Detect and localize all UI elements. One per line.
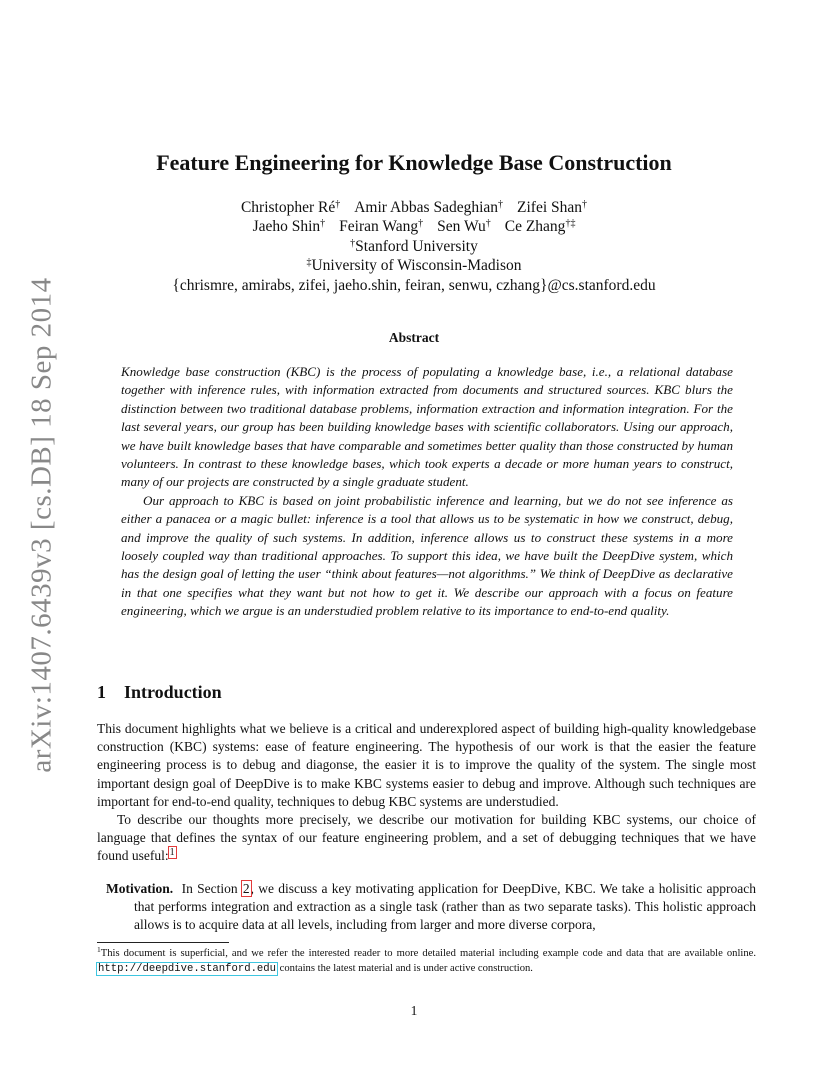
abstract-paragraph-2: Our approach to KBC is based on joint probabilistic inference and learning, but we do not see inference as either a panacea or a magic bullet: inference is a tool that allows us to be systematic in how we construct, debug, and improve the quality of such systems. In addition, inference allows us to construct these systems in a more loosely coupled way than traditional approaches. To support this idea, we have built the DeepDive system, which has the design goal of letting the user “think about features—not algorithms.” We think of DeepDive as declarative in that one specifies what they want but not how to get it. We describe our approach with a focus on feature engineering, which we argue is an understudied problem relative to its importance to end-to-end quality. <box>121 492 733 619</box>
footnote-link[interactable]: 1 <box>169 847 175 859</box>
footnote-divider <box>97 942 229 943</box>
author: Amir Abbas Sadeghian† <box>354 199 504 216</box>
abstract-paragraph-1: Knowledge base construction (KBC) is the process of populating a knowledge base, i.e., a relational database together with inference rules, with information extracted from documents and structured sources. KBC blurs the distinction between two traditional database problems, information extraction and information integration. For the last several years, our group has been building knowledge bases with scientific collaborators. Using our approach, we have built knowledge bases that have comparable and sometimes better quality than those constructed by human volunteers. In contrast to these knowledge bases, which took experts a decade or more human years to construct, many of our projects are constructed by a single graduate student. <box>121 364 733 490</box>
affiliation-wisconsin: ‡University of Wisconsin-Madison <box>306 257 522 275</box>
intro-paragraph-2: To describe our thoughts more precisely, we describe our motivation for building KBC systems, our choice of language that defines the syntax of our feature engineering problem, and a set of debugging techniques that we have found useful:$^1$ <box>97 812 756 864</box>
footnote: $^1$This document is superficial, and we refer the interested reader to more detailed material including example code and data that are available online. http://deepdive.stanford.edu contains the latest material and is under active construction. <box>97 945 756 975</box>
author: Sen Wu† <box>437 218 491 236</box>
paper-title: Feature Engineering for Knowledge Base Construction <box>156 150 672 175</box>
abstract-body <box>121 363 733 621</box>
author: Jaeho Shin† <box>252 218 326 236</box>
arxiv-identifier-stamp <box>20 277 64 773</box>
intro-paragraph-1: This document highlights what we believe is a critical and underexplored aspect of building high-quality knowledgebase construction (KBC) systems: ease of feature engineering. The hypothesis of our work is that the easier the feature engineering process is to debug and diagonse, the easier it is to improve the quality of the system. The single most important design goal of DeepDive is to make KBC systems easier to debug and improve. Although such techniques are important for end-to-end quality, techniques to debug KBC systems are understudied. <box>97 721 756 809</box>
arxiv-identifier: arXiv:1407.6439v3 [cs.DB] 18 Sep 2014 <box>25 277 58 773</box>
footnote-mark: 1 <box>97 945 101 954</box>
section-heading-introduction: 1 Introduction <box>97 682 222 702</box>
affiliation-stanford: †Stanford University <box>350 237 478 255</box>
author-emails: {chrismre, amirabs, zifei, jaeho.shin, feiran, senwu, czhang}@cs.stanford.edu <box>172 276 656 294</box>
section-2-link[interactable]: 2 <box>242 881 250 896</box>
author-block <box>0 198 828 295</box>
page-number: 1 <box>410 1003 418 1018</box>
abstract-heading: Abstract <box>388 330 440 345</box>
author: Christopher Ré† <box>240 199 341 216</box>
author: Ce Zhang†‡ <box>504 218 576 236</box>
motivation-label: Motivation. <box>106 881 174 896</box>
introduction-body <box>97 720 756 866</box>
deepdive-url-link[interactable]: http://deepdive.stanford.edu <box>98 963 277 975</box>
author: Feiran Wang† <box>339 218 424 236</box>
motivation-item: Motivation. In Section 2, we discuss a key motivating application for DeepDive, KBC. We take a holisitic approach that performs integration and extraction as a single task (rather than as two separate tasks). This holistic approach allows is to acquire data at all levels, including from larger and more diverse corpora, <box>106 881 756 933</box>
author-row-2 <box>0 217 828 236</box>
author: Zifei Shan† <box>517 199 588 216</box>
author-row-1 <box>0 198 828 217</box>
